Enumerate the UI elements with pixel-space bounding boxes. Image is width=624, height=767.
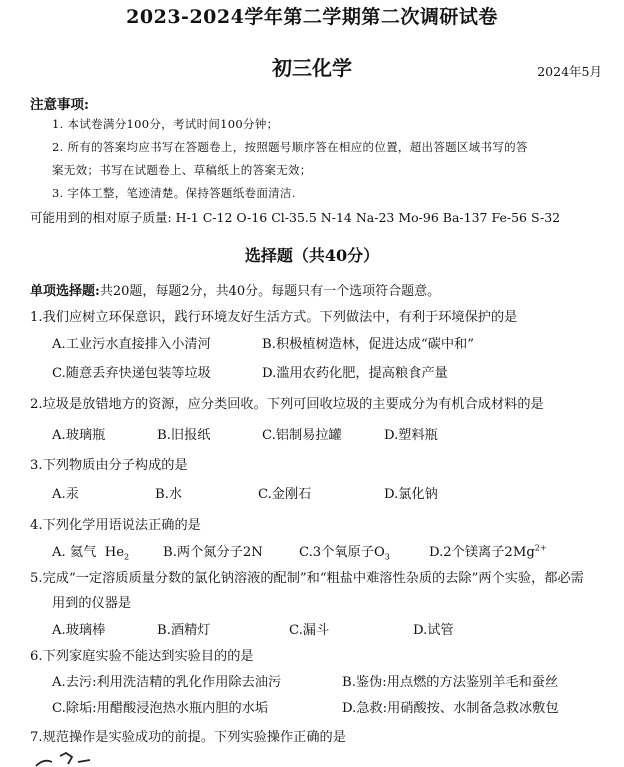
q4-option-a	[52, 541, 129, 562]
q3-option-a: A.汞	[52, 487, 79, 502]
section-instruction	[30, 280, 440, 299]
question-7-stem: 7.规范操作是实验成功的前提。下列实验操作正确的是	[30, 730, 346, 745]
notice-heading: 注意事项:	[30, 97, 89, 113]
question-1-stem: 1.我们应树立环保意识，践行环境友好生活方式。下列做法中，有利于环境保护的是	[30, 310, 518, 325]
q1-option-d: D.滥用农药化肥，提高粮食产量	[262, 366, 448, 381]
atomic-masses: 可能用到的相对原子质量: H-1 C-12 O-16 Cl-35.5 N-14 Na-23 Mo-96 Ba-137 Fe-56 S-32	[30, 210, 561, 225]
q4-option-c-sub: 3	[384, 552, 390, 562]
q1-option-c: C.随意丢弃快递包装等垃圾	[52, 366, 211, 381]
q6-option-c: C.除垢:用醋酸浸泡热水瓶内胆的水垢	[52, 701, 269, 716]
q5-option-a: A.玻璃棒	[52, 623, 106, 638]
notice-item: 案无效；书写在试题卷上、草稿纸上的答案无效；	[52, 163, 312, 177]
section-title: 选择题（共40分）	[244, 246, 380, 265]
question-5-stem: 5.完成“一定溶质质量分数的氯化钠溶液的配制”和“粗盐中难溶性杂质的去除”两个实验，都必需	[30, 571, 584, 586]
q2-option-d: D.塑料瓶	[384, 428, 438, 443]
instruction-text: 共20题，每题2分，共40分。每题只有一个选项符合题意。	[99, 284, 441, 299]
q4-option-d	[429, 541, 547, 560]
q4-option-c	[299, 541, 390, 562]
q5-option-b: B.酒精灯	[157, 623, 211, 638]
q2-option-c: C.铝制易拉罐	[262, 428, 342, 443]
q6-option-b: B.鉴伪:用点燃的方法鉴别羊毛和蚕丝	[342, 675, 559, 690]
q6-option-d: D.急救:用硝酸按、水制备急救冰敷包	[342, 701, 559, 716]
partial-figure-fragment	[34, 752, 94, 767]
q4-option-b: B.两个氮分子2N	[163, 545, 263, 560]
q4-option-c-text: C.3个氧原子O	[299, 545, 385, 560]
q2-option-b: B.旧报纸	[157, 428, 211, 443]
q3-option-b: B.水	[155, 487, 183, 502]
question-3-stem: 3.下列物质由分子构成的是	[30, 458, 188, 473]
q4-option-a-text: A. 氦气	[52, 545, 97, 560]
q3-option-c: C.金刚石	[258, 487, 312, 502]
q5-option-d: D.试管	[413, 623, 454, 638]
question-5-stem-continued: 用到的仪器是	[52, 596, 132, 611]
q2-option-a: A.玻璃瓶	[52, 428, 106, 443]
q3-option-d: D.氯化钠	[384, 487, 438, 502]
exam-date: 2024年5月	[537, 64, 602, 79]
subject-title: 初三化学	[272, 56, 352, 80]
instruction-label: 单项选择题:	[30, 284, 100, 299]
notice-item: 2. 所有的答案均应书写在答题卷上，按照题号顺序答在相应的位置，超出答题区域书写的答	[52, 140, 528, 154]
q4-option-a-sub: 2	[124, 552, 130, 562]
notice-item: 1. 本试卷满分100分，考试时间100分钟；	[52, 117, 279, 131]
question-4-stem: 4.下列化学用语说法正确的是	[30, 518, 201, 533]
q1-option-a: A.工业污水直接排入小清河	[52, 337, 211, 352]
q4-option-a-formula: He	[104, 545, 124, 560]
question-6-stem: 6.下列家庭实验不能达到实验目的的是	[30, 649, 254, 664]
q6-option-a: A.去污:利用洗洁精的乳化作用除去油污	[52, 675, 282, 690]
q1-option-b: B.积极植树造林，促进达成“碳中和”	[262, 337, 474, 352]
question-2-stem: 2.垃圾是放错地方的资源，应分类回收。下列可回收垃圾的主要成分为有机合成材料的是	[30, 397, 544, 412]
exam-title: 2023-2024学年第二学期第二次调研试卷	[126, 6, 498, 28]
q4-option-d-sup: 2+	[534, 543, 547, 553]
q4-option-d-text: D.2个镁离子2Mg	[429, 545, 535, 560]
notice-item: 3. 字体工整，笔迹清楚。保持答题纸卷面清洁.	[52, 186, 296, 200]
q5-option-c: C.漏斗	[289, 623, 330, 638]
